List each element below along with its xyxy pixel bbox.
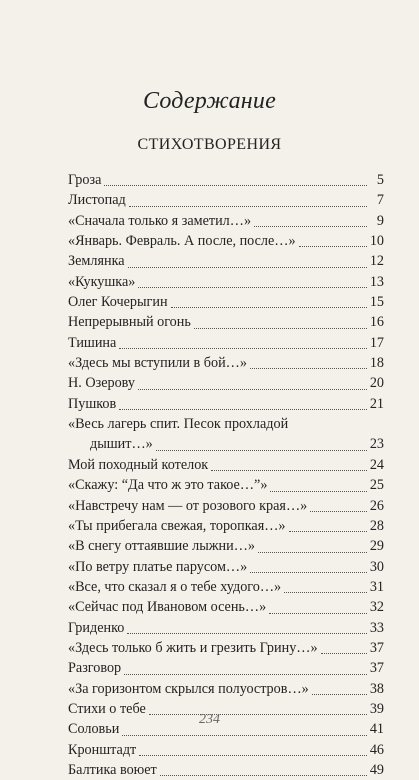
dot-leader [269,612,367,614]
dot-leader [156,449,367,451]
toc-entry-title: Н. Озерову [68,375,135,392]
toc-entry [68,455,384,475]
dot-leader [312,693,367,695]
toc-entry [68,190,384,210]
toc-entry-line [68,414,384,434]
toc-entry-page: 26 [369,497,384,514]
dot-leader [194,327,367,329]
dot-leader [250,571,367,573]
dot-leader [284,591,367,593]
toc-entry-title: «Кукушка» [68,273,136,290]
toc-entry [68,170,384,190]
dot-leader [128,266,367,268]
toc-entry-page: 17 [369,334,384,351]
page-number: 234 [199,712,220,727]
toc-entry-page: 37 [369,660,384,677]
toc-entry-page: 31 [369,578,384,595]
toc-entry-title: «Сначала только я заметил…» [68,212,252,229]
toc-entry-page: 37 [369,639,384,656]
dot-leader [250,367,367,369]
toc-entry-page: 23 [369,436,384,453]
toc-entry [68,394,384,414]
toc-entry [68,292,384,312]
toc-entry [68,597,384,617]
toc-entry-title: «Навстречу нам — от розового края…» [68,497,308,514]
toc-entry-title: Листопад [68,192,126,209]
dot-leader [160,774,367,776]
page-title: Содержание [143,88,276,114]
toc-entry-page: 49 [369,761,384,778]
toc-entry [68,658,384,678]
toc-entry [68,231,384,251]
dot-leader [299,245,367,247]
toc-entry [68,638,384,658]
dot-leader [321,652,367,654]
dot-leader [258,551,367,553]
dot-leader [171,306,367,308]
toc-entry-title: «По ветру платье парусом…» [68,558,248,575]
toc-entry-page: 15 [369,294,384,311]
toc-entry-title: Тишина [68,334,117,351]
toc-entry-page: 16 [369,314,384,331]
toc-entry-title: «Все, что сказал я о тебе худого…» [68,578,282,595]
toc-entry-title: Мой походный котелок [68,456,209,473]
toc-entry [68,679,384,699]
toc-entry [68,333,384,353]
toc-entry-page: 46 [369,741,384,758]
toc-entry-page: 41 [369,721,384,738]
toc-entry-page: 38 [369,680,384,697]
table-of-contents [68,170,384,780]
toc-entry-title: «Здесь мы вступили в бой…» [68,355,247,372]
toc-entry [68,312,384,332]
toc-entry-title: Гриденко [68,619,125,636]
toc-entry-title: «За горизонтом скрылся полуостров…» [68,680,309,697]
dot-leader [138,388,367,390]
toc-entry-title: «Январь. Февраль. А после, после…» [68,233,296,250]
toc-entry-title: Олег Кочерыгин [68,294,168,311]
toc-entry-title: «В снегу оттаявшие лыжни…» [68,538,255,555]
toc-entry-title: «Весь лагерь спит. Песок прохладой [68,416,289,433]
toc-entry-title: «Скажу: “Да что ж это такое…”» [68,477,268,494]
toc-entry [68,272,384,292]
dot-leader [310,510,367,512]
dot-leader [139,754,367,756]
dot-leader [119,408,367,410]
dot-leader [127,632,366,634]
toc-entry-page: 21 [369,395,384,412]
toc-entry-title: Пушков [68,395,117,412]
dot-leader [211,469,367,471]
toc-entry-page: 18 [369,355,384,372]
toc-entry-title: «Сейчас под Ивановом осень…» [68,599,267,616]
toc-entry-page: 13 [369,273,384,290]
toc-entry-page: 33 [369,619,384,636]
toc-entry-page: 20 [369,375,384,392]
toc-entry-page: 7 [376,192,384,209]
toc-entry-title: Балтика воюет [68,761,157,778]
toc-entry [68,618,384,638]
toc-entry [68,353,384,373]
dot-leader [254,225,367,227]
section-heading: СТИХОТВОРЕНИЯ [137,136,282,153]
toc-entry-title: Гроза [68,172,102,188]
toc-entry-page: 30 [369,558,384,575]
toc-entry [68,496,384,516]
toc-entry-page: 39 [369,700,384,717]
toc-entry-title: Соловьи [68,721,120,738]
toc-entry [68,211,384,231]
dot-leader [270,490,366,492]
dot-leader [122,734,367,736]
toc-entry-page: 10 [369,233,384,250]
dot-leader [289,530,367,532]
dot-leader [124,673,367,675]
toc-entry-title: Непрерывный огонь [68,314,191,331]
toc-entry-page: 12 [369,253,384,270]
toc-entry [68,577,384,597]
toc-entry-page: 32 [369,599,384,616]
dot-leader [104,184,367,186]
toc-entry [68,536,384,556]
toc-entry-title: Кронштадт [68,741,137,758]
toc-entry [68,373,384,393]
toc-entry-title: Землянка [68,253,125,270]
toc-entry-title: Разговор [68,660,122,677]
toc-entry [68,475,384,495]
toc-entry-title-continued: дышит…» [90,436,153,453]
toc-entry [68,434,384,454]
dot-leader [119,347,367,349]
dot-leader [138,286,366,288]
toc-entry-title: «Ты прибегала свежая, торопкая…» [68,517,286,534]
toc-entry [68,557,384,577]
dot-leader [129,205,367,207]
toc-entry [68,760,384,780]
toc-entry-page: 29 [369,538,384,555]
toc-entry [68,251,384,271]
toc-entry-page: 9 [376,212,384,229]
toc-entry-page: 28 [369,517,384,534]
toc-entry [68,516,384,536]
toc-entry-page: 25 [369,477,384,494]
toc-entry-title: Стихи о тебе [68,700,146,717]
toc-entry-title: «Здесь только б жить и грезить Грину…» [68,639,318,656]
toc-entry-page: 24 [369,456,384,473]
toc-entry-page: 5 [376,172,384,188]
